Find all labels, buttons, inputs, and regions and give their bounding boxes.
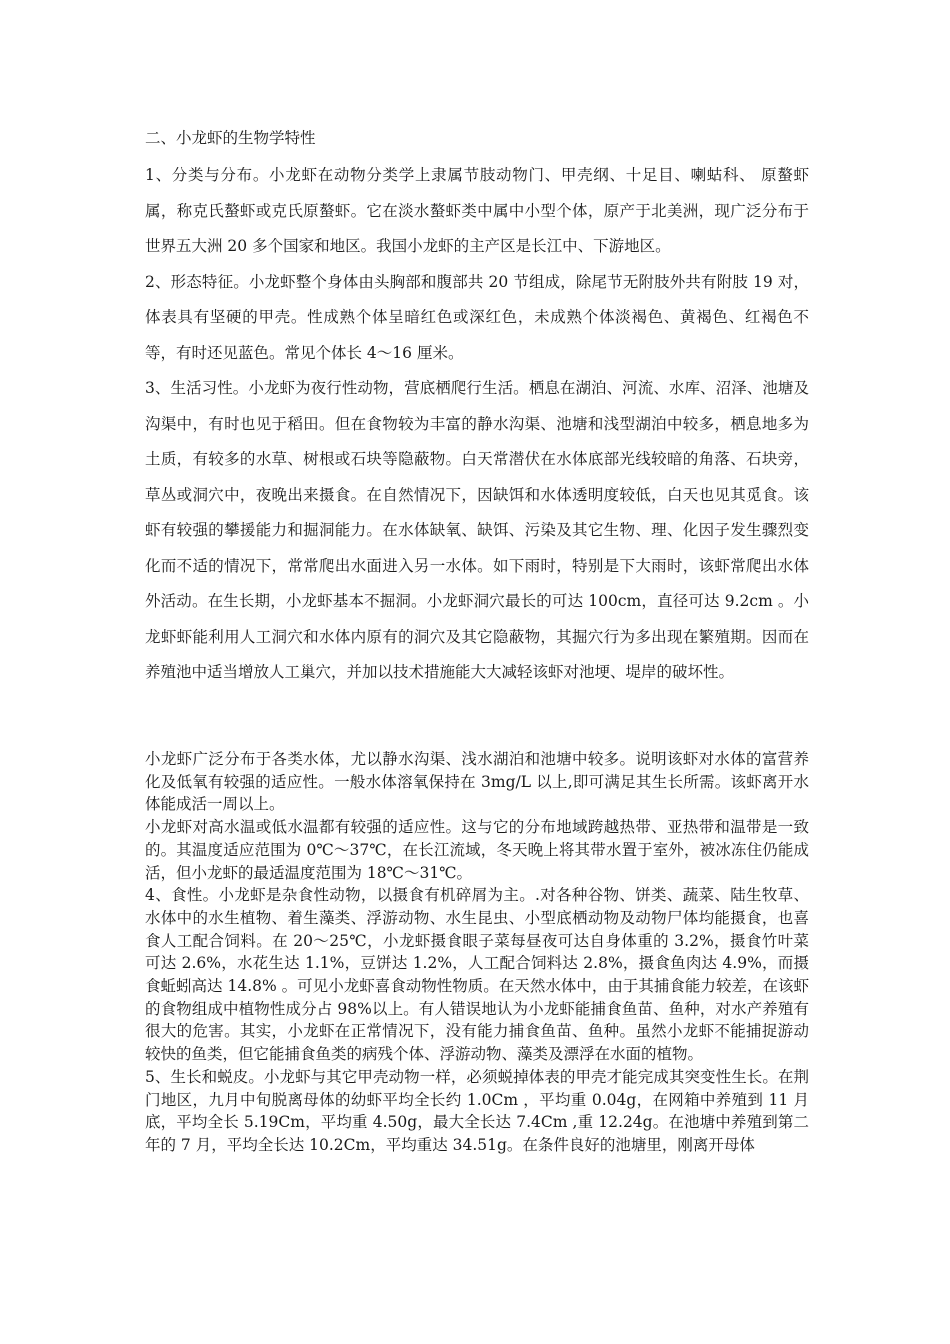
paragraph-habits: 3、生活习性。小龙虾为夜行性动物，营底栖爬行生活。栖息在湖泊、河流、水库、沼泽、池塘及沟渠中，有时也见于稻田。但在食物较为丰富的静水沟渠、池塘和浅型湖泊中较多，栖息地多为土质，有较多的水草、树根或石块等隐蔽物。白天常潜伏在水体底部光线较暗的角落、石块旁，草丛或洞穴中，夜晚出来摄食。在自然情况下，因缺饵和水体透明度较低，白天也见其觅食。该虾有较强的攀援能力和掘洞能力。在水体缺氧、缺饵、污染及其它生物、理、化因子发生骤烈变化而不适的情况下，常常爬出水面进入另一水体。如下雨时，特别是下大雨时，该虾常爬出水体外活动。在生长期，小龙虾基本不掘洞。小龙虾洞穴最长的可达 100cm，直径可达 9.2cm 。小龙虾虾能利用人工洞穴和水体内原有的洞穴及其它隐蔽物，其掘穴行为多出现在繁殖期。因而在养殖池中适当增放人工巢穴，并加以技术措施能大大减轻该虾对池埂、堤岸的破坏性。 [145,379,809,681]
paragraph-growth: 5、生长和蜕皮。小龙虾与其它甲壳动物一样，必须蜕掉体表的甲壳才能完成其突变性生长。在荆门地区，九月中旬脱离母体的幼虾平均全长约 1.0Cm ，平均重 0.04g，在网箱中养殖到 11 月底，平均全长 5.19Cm，平均重 4.50g，最大全长达 7.4Cm ,重 12.24g。在池塘中养殖到第二年的 7 月，平均全长达 10.2Cm，平均重达 34.51g。在条件良好的池塘里，刚离开母体 [145,1067,809,1154]
paragraph-classification: 1、分类与分布。小龙虾在动物分类学上隶属节肢动物门、甲壳纲、十足目、喇蛄科、 原螯虾属，称克氏螯虾或克氏原螯虾。它在淡水螯虾类中属中小型个体，原产于北美洲，现广泛分布于世界五大洲 20 多个国家和地区。我国小龙虾的主产区是长江中、下游地区。 [145,166,809,255]
tight-spaced-section [145,748,809,1157]
paragraph-morphology: 2、形态特征。小龙虾整个身体由头胸部和腹部共 20 节组成，除尾节无附肢外共有附肢 19 对，体表具有坚硬的甲壳。性成熟个体呈暗红色或深红色，未成熟个体淡褐色、黄褐色、红褐色不等，有时还见蓝色。常见个体长 4～16 厘米。 [145,272,809,362]
document-page [145,118,809,1154]
section-heading: 二、小龙虾的生物学特性 [145,129,316,147]
loose-spaced-section [145,158,809,691]
paragraph-diet: 4、食性。小龙虾是杂食性动物，以摄食有机碎屑为主。.对各种谷物、饼类、蔬菜、陆生牧草、水体中的水生植物、着生藻类、浮游动物、水生昆虫、小型底栖动物及动物尸体均能摄食，也喜食人工配合饲料。在 20～25℃，小龙虾摄食眼子菜每昼夜可达自身体重的 3.2%，摄食竹叶菜可达 2.6%，水花生达 1.1%，豆饼达 1.2%，人工配合饲料达 2.8%，摄食鱼肉达 4.9%，而摄食蚯蚓高达 14.8% 。可见小龙虾喜食动物性物质。在天然水体中，由于其捕食能力较差，在该虾的食物组成中植物性成分占 98%以上。有人错误地认为小龙虾能捕食鱼苗、鱼种，对水产养殖有很大的危害。其实，小龙虾在正常情况下，没有能力捕食鱼苗、鱼种。虽然小龙虾不能捕捉游动较快的鱼类，但它能捕食鱼类的病残个体、浮游动物、藻类及漂浮在水面的植物。 [145,886,809,1064]
paragraph-temperature: 小龙虾对高水温或低水温都有较强的适应性。这与它的分布地域跨越热带、亚热带和温带是一致的。其温度适应范围为 0℃～37℃，在长江流域，冬天晚上将其带水置于室外，被冰冻住仍能成活，但小龙虾的最适温度范围为 18℃～31℃。 [145,818,809,882]
paragraph-distribution: 小龙虾广泛分布于各类水体，尤以静水沟渠、浅水湖泊和池塘中较多。说明该虾对水体的富营养化及低氧有较强的适应性。一般水体溶氧保持在 3mg/L 以上,即可满足其生长所需。该虾离开水体能成活一周以上。 [145,750,809,814]
